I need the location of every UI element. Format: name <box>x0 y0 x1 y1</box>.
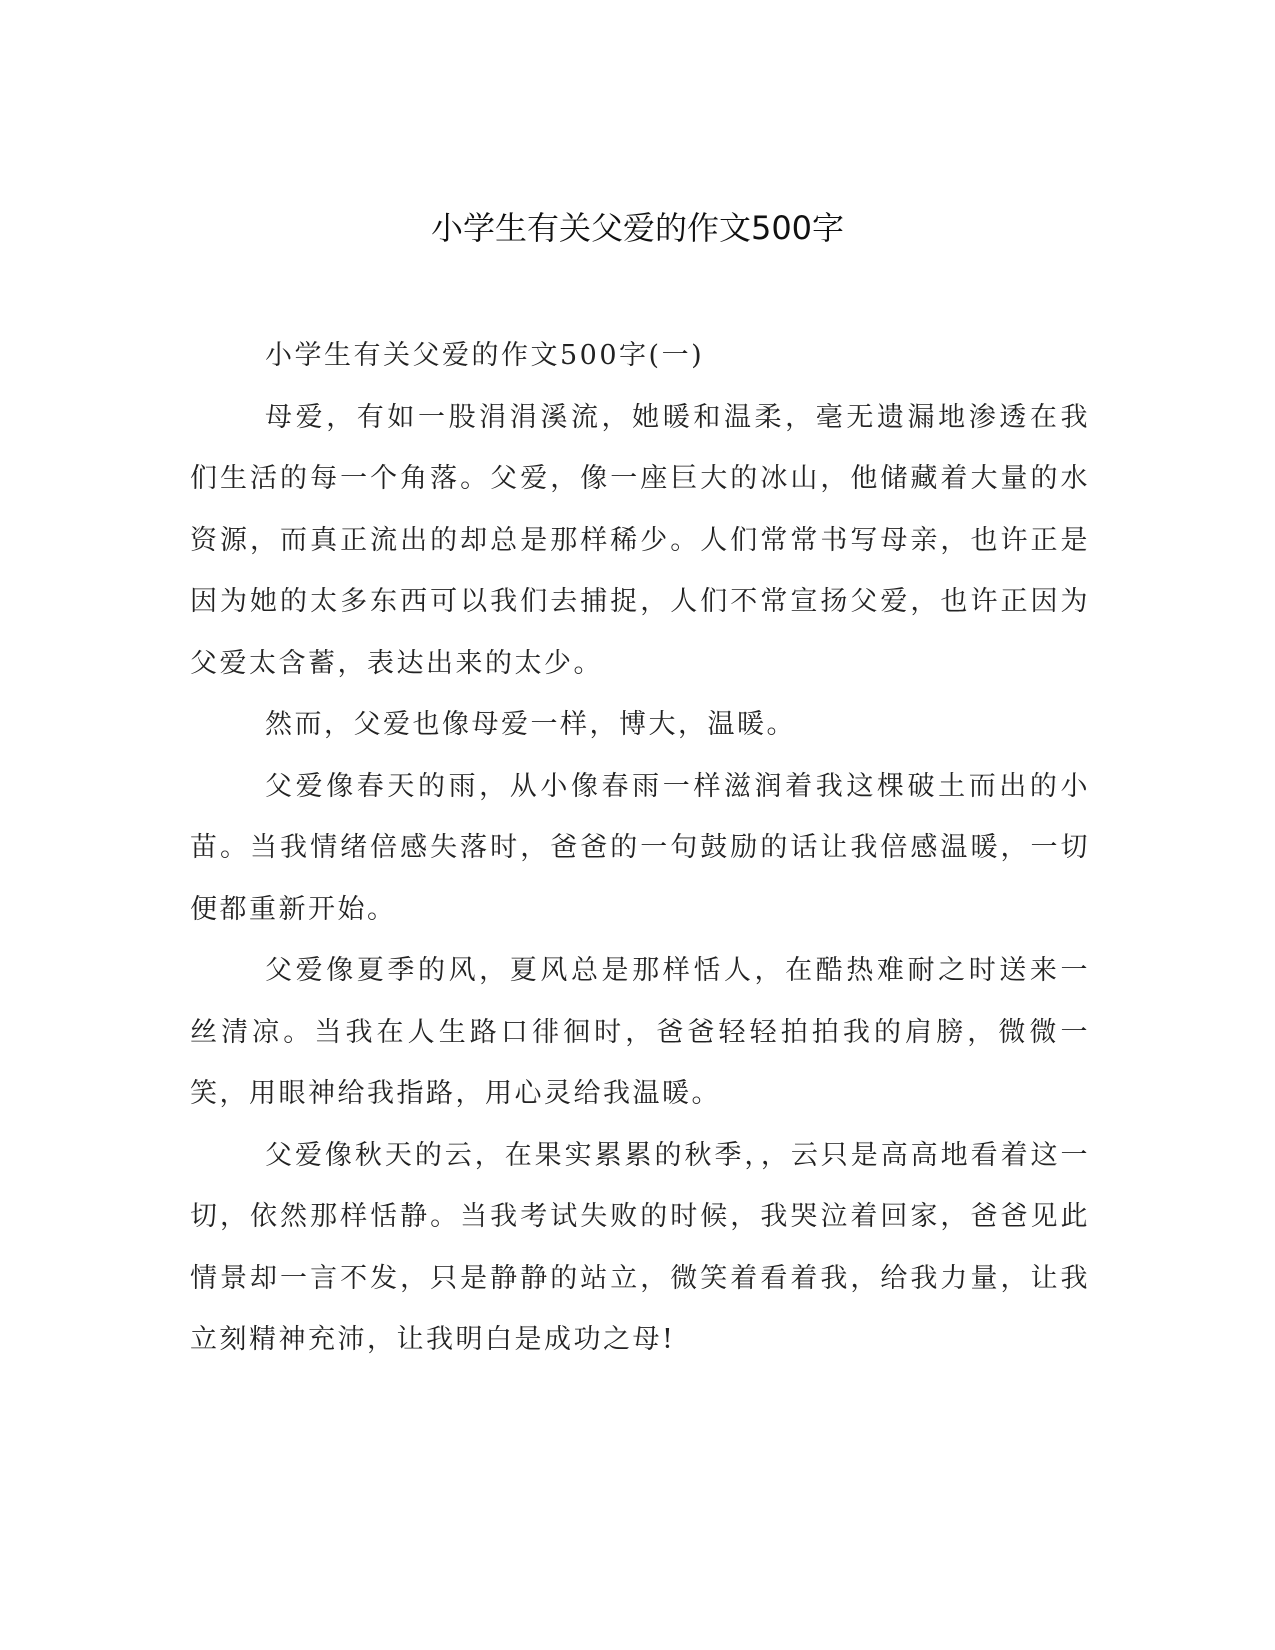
paragraph-spring-rain: 父爱像春天的雨，从小像春雨一样滋润着我这棵破土而出的小苗。当我情绪倍感失落时，爸爸的一句鼓励的话让我倍感温暖，一切便都重新开始。 <box>190 770 1090 925</box>
page-title: 小学生有关父爱的作文500字 <box>430 209 845 247</box>
essay-subtitle: 小学生有关父爱的作文500字(一) <box>265 340 705 371</box>
paragraph-summer-wind: 父爱像夏季的风，夏风总是那样恬人，在酷热难耐之时送来一丝清凉。当我在人生路口徘徊时，爸爸轻轻拍拍我的肩膀，微微一笑，用眼神给我指路，用心灵给我温暖。 <box>190 955 1090 1109</box>
paragraph-however: 然而，父爱也像母爱一样，博大，温暖。 <box>265 709 796 740</box>
paragraph-autumn-cloud: 父爱像秋天的云，在果实累累的秋季，，云只是高高地看着这一切，依然那样恬静。当我考试失败的时候，我哭泣着回家，爸爸见此情景却一言不发，只是静静的站立，微笑着看着我，给我力量，让我立刻精神充沛，让我明白是成功之母! <box>190 1139 1090 1355</box>
paragraph-mother-father-love: 母爱，有如一股涓涓溪流，她暖和温柔，毫无遗漏地渗透在我们生活的每一个角落。父爱，像一座巨大的冰山，他储藏着大量的水资源，而真正流出的却总是那样稀少。人们常常书写母亲，也许正是因为她的太多东西可以我们去捕捉，人们不常宣扬父爱，也许正因为父爱太含蓄，表达出来的太少。 <box>190 401 1090 679</box>
essay-body <box>190 325 1090 1371</box>
